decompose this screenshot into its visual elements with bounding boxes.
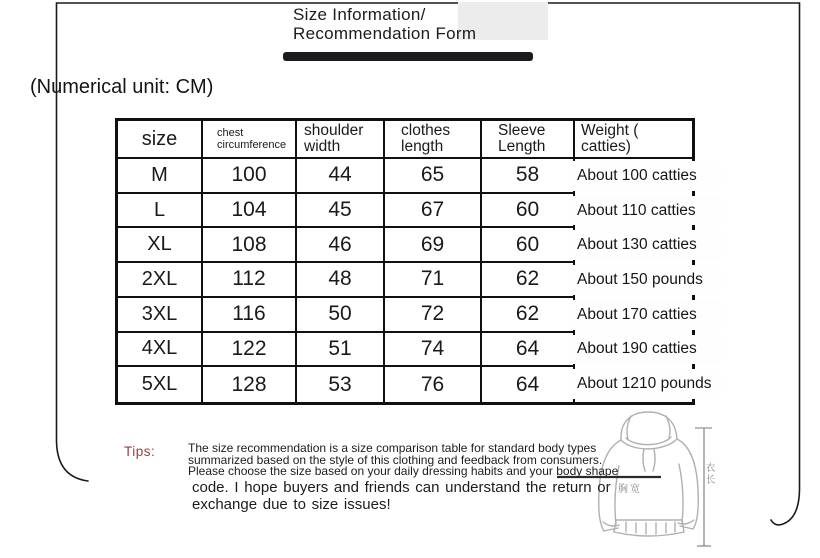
shoulder-cell: 48 [297,263,385,298]
weight-cell [575,228,697,263]
page-title [293,5,476,43]
clothes-cell: 65 [385,159,482,194]
column-header-size: size [118,121,203,159]
sleeve-cell: 60 [482,228,575,263]
size-cell: 5XL [118,367,203,402]
page-title-line2: Recommendation Form [293,24,477,43]
size-cell: XL [118,228,203,263]
shoulder-cell: 44 [297,159,385,194]
sleeve-cell: 62 [482,263,575,298]
shoulder-cell: 46 [297,228,385,263]
column-header-chest-circumference: chest circumference [203,121,297,159]
clothes-cell: 67 [385,194,482,229]
chest-cell: 128 [203,367,297,402]
size-table [115,118,712,405]
size-cell: L [118,194,203,229]
sleeve-cell: 62 [482,298,575,333]
weight-cell [575,194,696,229]
weight-value: About 170 catties [570,300,722,330]
chest-cell: 122 [203,333,297,368]
weight-value: About 110 catties [570,196,722,226]
chest-cell: 116 [203,298,297,333]
size-cell: M [118,159,203,194]
chest-cell: 100 [203,159,297,194]
sleeve-cell: 64 [482,367,575,402]
column-header-weight: Weight ( catties) [575,121,692,159]
weight-value: About 130 catties [570,230,722,260]
clothes-cell: 71 [385,263,482,298]
weight-value: About 190 catties [570,335,722,365]
weight-value: About 1210 pounds [570,369,722,399]
unit-note: (Numerical unit: CM) [30,76,214,98]
tips-line-4: code. I hope buyers and friends can understand the return or [192,479,611,496]
tips-line-3: Please choose the size based on your daily dressing habits and your body shape [188,464,619,478]
size-cell: 3XL [118,298,203,333]
column-header-shoulder-width: shoulder width [297,121,385,159]
weight-cell [575,367,712,402]
size-cell: 4XL [118,333,203,368]
size-cell: 2XL [118,263,203,298]
clothes-length-line [695,428,712,546]
weight-cell [575,263,703,298]
weight-value: About 150 pounds [570,265,722,295]
tips-line-1: The size recommendation is a size comparison table for standard body types [188,441,597,455]
weight-cell [575,298,697,333]
sleeve-cell: 58 [482,159,575,194]
weight-cell [575,159,697,194]
tips-line-2: summarized based on the style of this clothing and feedback from consumers. [188,452,603,467]
clothes-cell: 74 [385,333,482,368]
title-underline-bar [283,52,533,61]
chest-width-label: 胸宽 [618,484,642,495]
clothes-length-label: 衣长 [703,462,714,486]
shoulder-cell: 53 [297,367,385,402]
clothes-cell: 76 [385,367,482,402]
clothes-cell: 69 [385,228,482,263]
shoulder-cell: 45 [297,194,385,229]
weight-value: About 100 catties [570,161,722,191]
page-title-line1: Size Information/ [293,5,426,24]
tips-line-5: exchange due to size issues! [192,496,391,513]
shoulder-cell: 50 [297,298,385,333]
chest-cell: 108 [203,228,297,263]
column-header-sleeve-length: Sleeve Length [482,121,575,159]
weight-cell [575,333,697,368]
chest-cell: 104 [203,194,297,229]
tips-label: Tips: [124,444,156,459]
sleeve-cell: 64 [482,333,575,368]
clothes-cell: 72 [385,298,482,333]
chest-cell: 112 [203,263,297,298]
column-header-clothes-length: clothes length [385,121,482,159]
shoulder-cell: 51 [297,333,385,368]
sleeve-cell: 60 [482,194,575,229]
